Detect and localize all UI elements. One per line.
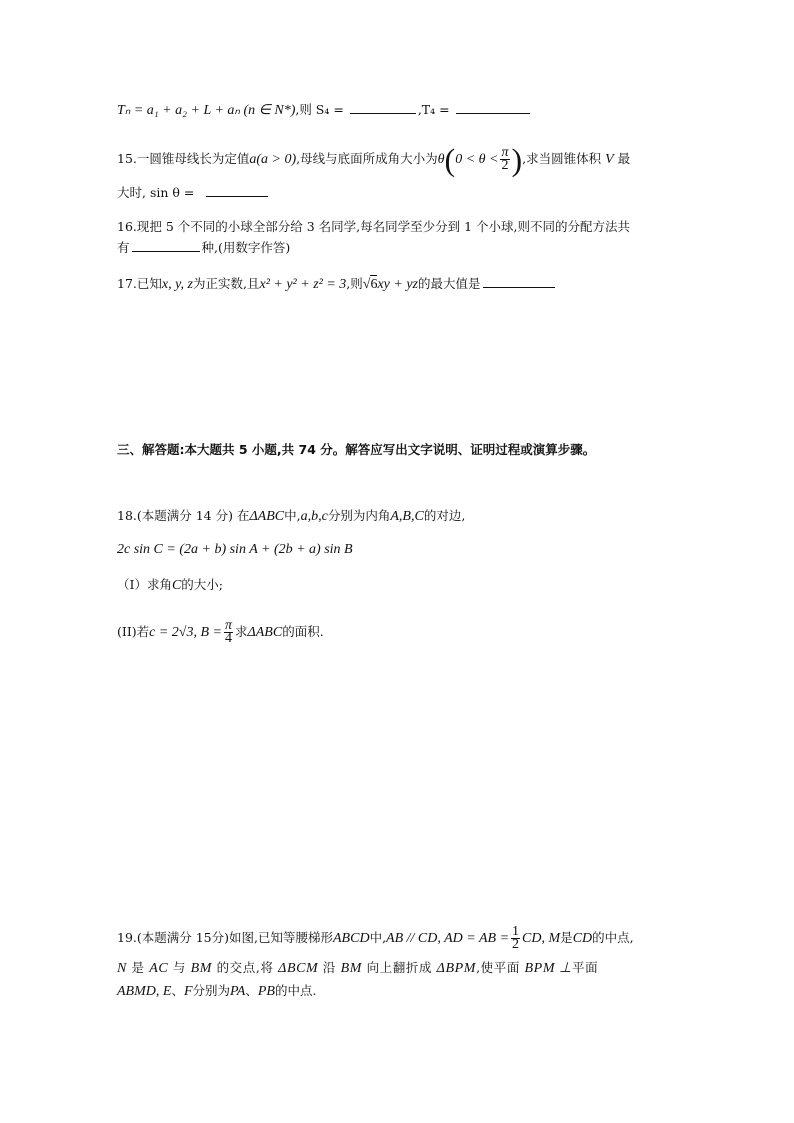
right-paren-icon: ) xyxy=(511,141,523,178)
t4-label: ,T₄ = xyxy=(417,102,450,117)
q19-l2-b: 与 xyxy=(172,960,186,975)
q16-prefix: 有 xyxy=(117,240,130,255)
question-15-line-1 xyxy=(117,141,631,178)
q17-suffix: 的最大值是 xyxy=(418,276,481,291)
q19-l2-a: 是 xyxy=(131,960,145,975)
q19-l1-d: 是 xyxy=(560,930,573,945)
q19-bm: BM xyxy=(190,961,212,976)
sequence-sum-line xyxy=(117,101,532,120)
q16-answer-blank xyxy=(132,239,200,252)
tn-formula: Tₙ = a₁ + a₂ + L + aₙ (n ∈ N*) xyxy=(117,103,296,118)
q15-answer-blank xyxy=(206,184,268,197)
q19-l2-d: 沿 xyxy=(322,960,336,975)
q19-f: F xyxy=(183,984,193,999)
q18-sides: a,b,c xyxy=(300,509,328,524)
q15-pi-over-2 xyxy=(500,147,509,172)
q18-pi: π xyxy=(224,618,232,633)
q18-pi-over-4 xyxy=(224,620,233,645)
q17-prefix: 17.已知 xyxy=(117,276,162,291)
q18-intro-c: 分别为内角 xyxy=(327,508,391,523)
question-18-part-1 xyxy=(117,576,223,595)
q15-range: 0 < θ < xyxy=(455,152,499,167)
question-16-line-2 xyxy=(117,239,290,257)
q18-four: 4 xyxy=(224,631,232,646)
q19-bpm: ΔBPM xyxy=(436,961,477,976)
sqrt-icon: √ xyxy=(362,277,371,292)
q17-mid2: ,则 xyxy=(346,276,363,291)
q19-cd-m: CD, M xyxy=(522,931,561,946)
q19-abcd: ABCD xyxy=(333,931,370,946)
q19-l1-a: 19.(本题满分 15分)如图,已知等腰梯形 xyxy=(117,930,333,945)
q19-l2-e: 向上翻折成 xyxy=(366,960,433,975)
q19-two: 2 xyxy=(512,937,520,952)
q19-cd: CD xyxy=(572,931,593,946)
question-19-line-1 xyxy=(117,926,634,951)
q19-plane: BPM ⊥ xyxy=(524,961,572,976)
q19-bcm: ΔBCM xyxy=(278,961,319,976)
q18-part2-a: (II)若 xyxy=(117,624,150,639)
q18-equation: 2c sin C = (2a + b) sin A + (2b + a) sin B xyxy=(117,542,353,557)
q19-l3-c: 、 xyxy=(245,983,258,998)
question-18-part-2 xyxy=(117,620,324,645)
q19-l3-a: 、 xyxy=(171,983,184,998)
q16-suffix: 种,(用数字作答) xyxy=(201,240,291,255)
question-15-line-2 xyxy=(117,184,270,202)
q19-cond: AB // CD, AD = AB = xyxy=(386,931,510,946)
question-18-intro xyxy=(117,507,465,526)
q18-part2-triangle: ΔABC xyxy=(247,625,283,640)
q19-abmd: ABMD, E xyxy=(117,984,172,999)
q17-expr: xy + yz xyxy=(377,277,419,292)
s4-answer-blank xyxy=(350,101,416,114)
q15-condition: a(a > 0) xyxy=(249,152,297,167)
q19-l2-f: ,使平面 xyxy=(476,960,520,975)
q18-intro-a: 18.(本题满分 14 分) 在 xyxy=(117,508,250,523)
q19-l1-e: 的中点, xyxy=(592,930,634,945)
q15-last: 最 xyxy=(617,151,631,166)
question-19-line-2 xyxy=(117,959,598,978)
question-16-line-1: 16.现把 5 个不同的小球全部分给 3 名同学,每名同学至少分到 1 个小球,则不同的分配方法共 xyxy=(117,219,631,234)
q19-l3-d: 的中点. xyxy=(274,983,317,998)
left-paren-icon: ( xyxy=(444,141,456,178)
q18-part1-c: C xyxy=(171,578,182,593)
q19-bm-2: BM xyxy=(340,961,362,976)
q18-part2-c: 的面积. xyxy=(282,624,324,639)
q19-n: N xyxy=(117,961,127,976)
q19-pb: PB xyxy=(257,984,275,999)
q18-intro-b: 中, xyxy=(284,508,301,523)
q19-one: 1 xyxy=(512,924,520,939)
q18-part2-expr: c = 2√3, B = xyxy=(149,625,222,640)
q19-l2-c: 的交点,将 xyxy=(216,960,274,975)
s4-label: ,则 S₄ = xyxy=(295,102,344,117)
q19-pa: PA xyxy=(230,984,246,999)
q18-part1-a: （I）求角 xyxy=(117,577,172,592)
q17-sqrt-arg: 6 xyxy=(370,277,378,292)
q15-mid: ,母线与底面所成角大小为 xyxy=(296,151,438,166)
t4-answer-blank xyxy=(456,101,530,114)
q19-l1-b: 中, xyxy=(369,930,387,945)
question-19-line-3 xyxy=(117,982,316,1001)
q19-ac: AC xyxy=(149,961,169,976)
q15-volume-v: V xyxy=(605,152,614,167)
question-17-line xyxy=(117,275,557,294)
q17-answer-blank xyxy=(483,275,555,288)
q18-intro-d: 的对边, xyxy=(423,508,466,523)
q15-prefix: 15.一圆锥母线长为定值 xyxy=(117,151,250,166)
q15-two: 2 xyxy=(501,158,509,173)
q18-triangle: ΔABC xyxy=(249,509,285,524)
q18-part1-b: 的大小; xyxy=(181,577,224,592)
q15-line2: 大时, sin θ = xyxy=(117,185,195,200)
section-3-heading: 三、解答题:本大题共 5 小题,共 74 分。解答应写出文字说明、证明过程或演算步骤。 xyxy=(117,442,596,457)
q18-part2-b: 求 xyxy=(235,624,248,639)
q19-half xyxy=(511,926,520,951)
q19-l2-g: 平面 xyxy=(571,960,599,975)
q17-equation: x² + y² + z² = 3 xyxy=(259,277,347,292)
q15-pi: π xyxy=(501,145,509,160)
q15-theta: θ xyxy=(437,152,445,167)
q17-mid: 为正实数,且 xyxy=(193,276,260,291)
question-18-equation xyxy=(117,540,353,559)
q17-vars: x, y, z xyxy=(161,277,193,292)
q15-suffix: ,求当圆锥体积 xyxy=(522,151,602,166)
q18-angles: A,B,C xyxy=(390,509,424,524)
q19-l3-b: 分别为 xyxy=(192,983,231,998)
